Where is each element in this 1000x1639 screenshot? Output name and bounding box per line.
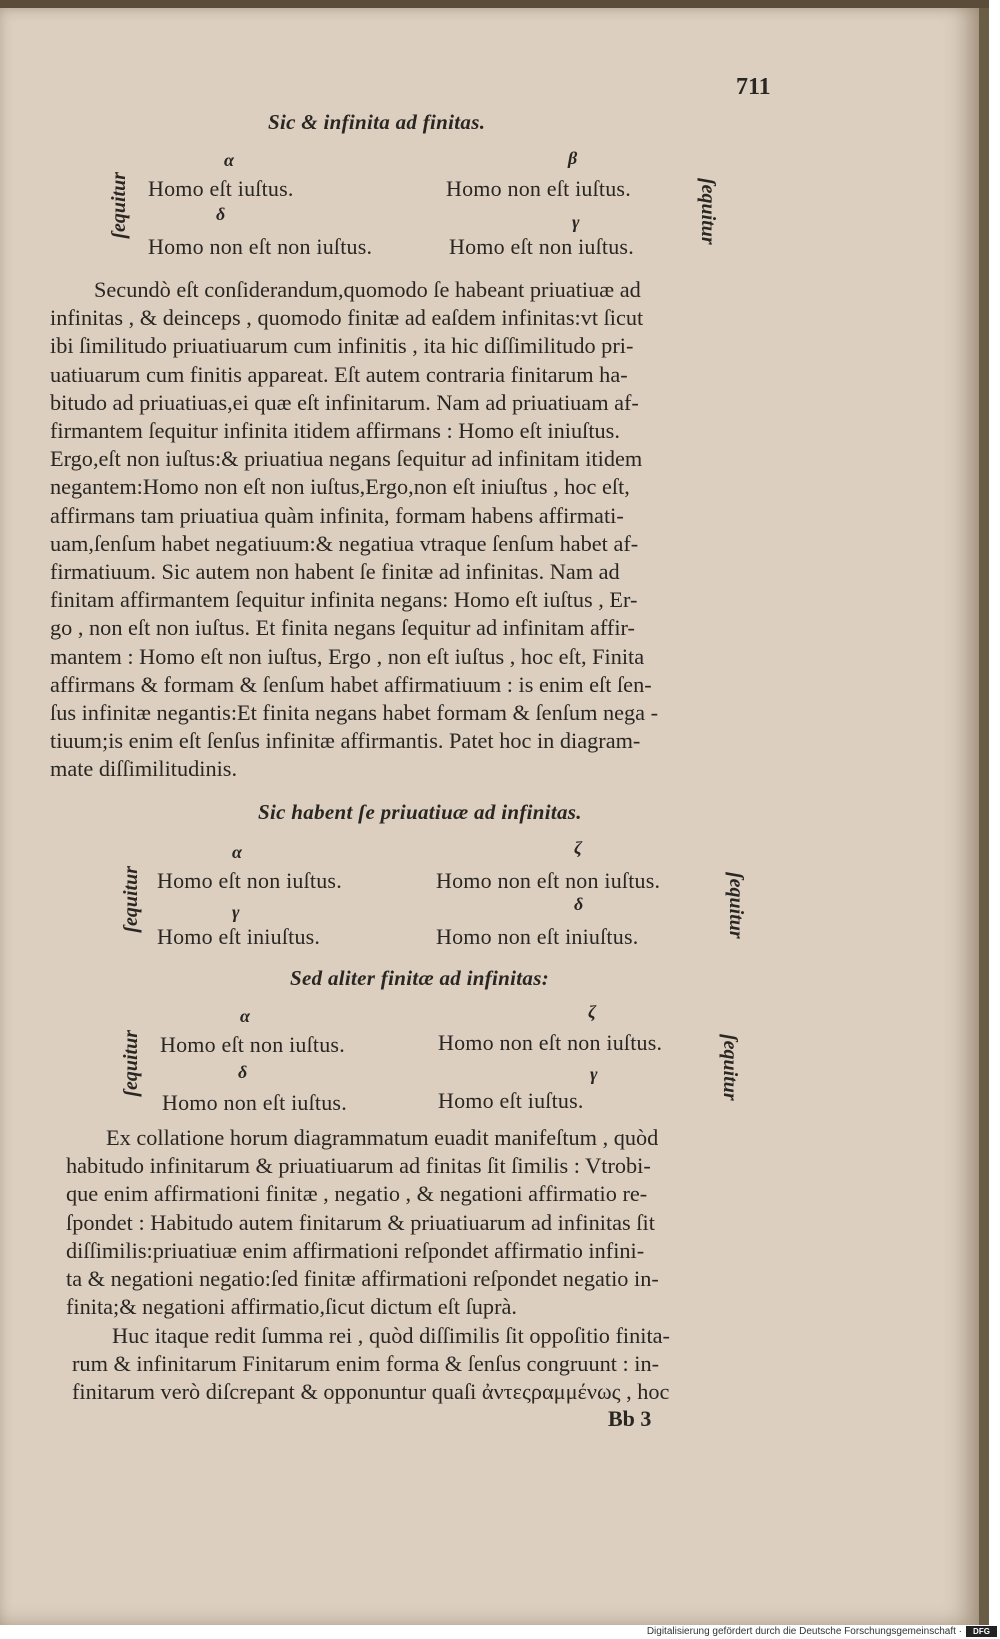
- heading-finitae-ad-infinitas: Sed aliter finitæ ad infinitas:: [290, 966, 549, 990]
- body-paragraph: Ex collatione horum diagrammatum euadit manifeſtum , quòd habitudo infinitarum & priuatiuarum ad finitas ſit ſimilis : Vtrobi- que enim affirmationi finitæ , negatio , & negationi affirmatio re- ſpondet : Habitudo autem finitarum & priuatiuarum ad infinitas ſit diſſimilis:priuatiuæ enim affirmationi reſpondet affirmatio infini- ta & negationi negatio:ſed finitæ affirmationi reſpondet negatio in- finita;& negationi affirmatio,ſicut dictum eſt ſuprà.: [66, 1125, 659, 1320]
- side-label-sequitur: ſequitur: [719, 1034, 741, 1101]
- footer-credit: [0, 1625, 1000, 1639]
- side-label-sequitur: ſequitur: [120, 866, 142, 933]
- heading-priuatiuae-ad-infinitas: Sic habent ſe priuatiuæ ad infinitas.: [258, 800, 582, 824]
- dfg-logo: DFG: [966, 1626, 997, 1637]
- diagram-label: γ: [232, 902, 240, 922]
- diagram-label: ζ: [574, 838, 582, 858]
- body-paragraph: Huc itaque redit ſumma rei , quòd diſſimilis ſit oppoſitio finita- rum & infinitarum Finitarum enim forma & ſenſus congruunt : in- finitarum verò diſcrepant & opponuntur quaſi ἀντεςραμμένως , hoc: [72, 1323, 670, 1405]
- proposition: Homo eſt iniuſtus.: [157, 924, 321, 949]
- diagram-label: δ: [216, 204, 226, 224]
- heading-infinita-ad-finitas: Sic & infinita ad finitas.: [268, 110, 486, 134]
- side-label-sequitur: ſequitur: [697, 178, 719, 245]
- proposition: Homo non eſt non iuſtus.: [436, 868, 661, 893]
- diagram-label: β: [568, 148, 578, 168]
- footer-text: Digitalisierung gefördert durch die Deutsche Forschungsgemeinschaft ·: [646, 1626, 962, 1637]
- page-top-edge: [0, 0, 989, 8]
- diagram-label: δ: [238, 1062, 248, 1082]
- proposition: Homo eſt non iuſtus.: [160, 1032, 345, 1057]
- diagram-label: δ: [574, 894, 584, 914]
- proposition: Homo non eſt non iuſtus.: [148, 234, 373, 259]
- signature-mark: Bb 3: [608, 1406, 652, 1431]
- diagram-label: ζ: [588, 1002, 596, 1022]
- proposition: Homo eſt iuſtus.: [148, 176, 294, 201]
- diagram-label: α: [240, 1006, 250, 1026]
- proposition: Homo eſt non iuſtus.: [157, 868, 342, 893]
- side-label-sequitur: ſequitur: [120, 1030, 142, 1097]
- diagram-label: γ: [590, 1064, 598, 1084]
- body-paragraph: Secundò eſt conſiderandum,quomodo ſe habeant priuatiuæ ad infinitas , & deinceps , quomodo finitæ ad eaſdem infinitas:vt ſicut ibi ſimilitudo priuatiuarum cum infinitis , ita hic diſſimilitudo pri- uatiuarum cum finitis appareat. Eſt autem contraria finitarum ha- bitudo ad priuatiuas,ei quæ eſt infinitarum. Nam ad priuatiuam af- firmantem ſequitur infinita itidem affirmans : Homo eſt iniuſtus. Ergo,eſt non iuſtus:& priuatiua negans ſequitur ad infinitam itidem negantem:Homo non eſt non iuſtus,Ergo,non eſt iniuſtus , hoc eſt, affirmans tam priuatiua quàm infinita, formam habens affirmati- uam,ſenſum habet negatiuum:& negatiua vtraque ſenſum habet af- firmatiuum. Sic autem non habent ſe finitæ ad infinitas. Nam ad finitam affirmantem ſequitur infinita negans: Homo eſt iuſtus , Er- go , non eſt non iuſtus. Et finita negans ſequitur ad infinitam affir- mantem : Homo eſt non iuſtus, Ergo , non eſt iuſtus , hoc eſt, Finita affirmans & formam & ſenſum habet affirmatiuum : is enim eſt ſen- ſus infinitæ negantis:Et finita negans habet formam & ſenſum nega - tiuum;is enim eſt ſenſus infinitæ affirmantis. Patet hoc in diagram- mate diſſimilitudinis.: [50, 277, 659, 782]
- diagram-label: α: [232, 842, 242, 862]
- proposition: Homo non eſt iuſtus.: [162, 1090, 347, 1115]
- proposition: Homo eſt iuſtus.: [438, 1088, 584, 1113]
- side-label-sequitur: ſequitur: [725, 872, 747, 939]
- proposition: Homo non eſt iniuſtus.: [436, 924, 639, 949]
- page-number: 711: [736, 74, 771, 100]
- proposition: Homo non eſt iuſtus.: [446, 176, 631, 201]
- side-label-sequitur: ſequitur: [108, 172, 130, 239]
- diagram-label: γ: [572, 212, 580, 232]
- proposition: Homo non eſt non iuſtus.: [438, 1030, 663, 1055]
- diagram-label: α: [224, 150, 234, 170]
- proposition: Homo eſt non iuſtus.: [449, 234, 634, 259]
